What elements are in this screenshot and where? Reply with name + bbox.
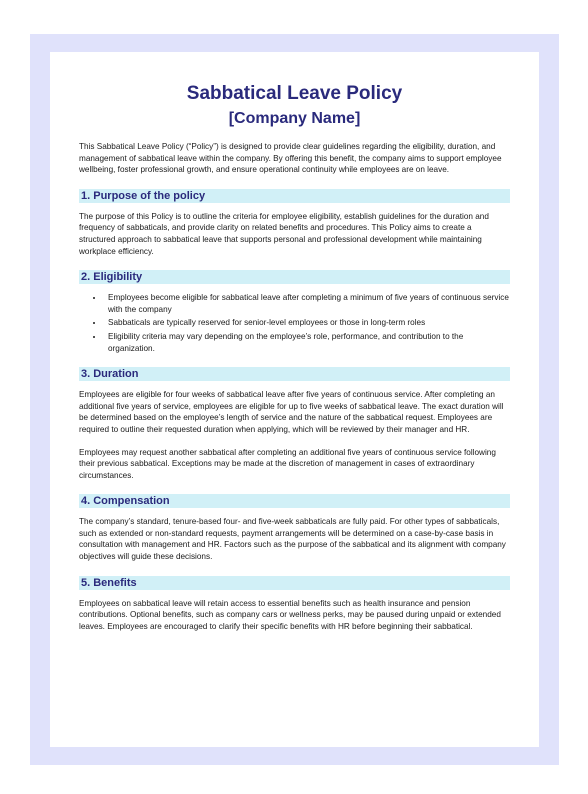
section-eligibility — [79, 270, 510, 354]
section-purpose — [79, 189, 510, 257]
section-compensation — [79, 494, 510, 562]
list-item: • Employees become eligible for sabbatical leave after completing a minimum of five years of continuous service with the company — [104, 292, 510, 315]
section-title: 4. Compensation — [79, 494, 510, 508]
section-paragraph: Employees may request another sabbatical after completing an additional five years of continuous service following their previous sabbatical. Exceptions may be made at the discretion of management in cases of extraordinary circumstances. — [79, 447, 496, 480]
document-title: Sabbatical Leave Policy — [186, 83, 403, 104]
company-name: [Company Name] — [228, 110, 361, 127]
section-title: 2. Eligibility — [79, 270, 510, 284]
section-paragraph: Employees are eligible for four weeks of sabbatical leave after five years of continuous service. After completing an additional five years of service, employees are eligible for up to five weeks of sabbatical leave. The exact duration will be determined based on the employee’s length of service and the nature of the sabbatical request. Employees are required to outline their requested duration when applying, which will be reviewed by their manager and HR. — [79, 390, 504, 434]
list-item: • Eligibility criteria may vary depending on the employee’s role, performance, and contribution to the organization. — [104, 331, 510, 354]
section-paragraph: The company’s standard, tenure-based four- and five-week sabbaticals are fully paid. For other types of sabbaticals, such as extended or non-standard requests, payment arrangements will be determined on a case-by-case basis in consultation with management and HR. Factors such as the purpose of the sabbatical and its alignment with company objectives will guide these decisions. — [79, 517, 506, 562]
section-title: 1. Purpose of the policy — [79, 189, 510, 203]
section-duration — [79, 367, 510, 481]
eligibility-list — [79, 292, 510, 354]
section-benefits — [79, 576, 510, 633]
section-title: 3. Duration — [79, 367, 510, 381]
section-paragraph: Employees on sabbatical leave will retain access to essential benefits such as health insurance and pension contributions. Optional benefits, such as company cars or wellness perks, may be paused during unpaid or extended leaves. Employees are encouraged to clarify their specific benefits with HR before beginning their sabbatical. — [79, 598, 501, 631]
list-item: • Sabbaticals are typically reserved for senior-level employees or those in long-term roles — [104, 317, 510, 329]
section-title: 5. Benefits — [79, 576, 510, 590]
section-paragraph: The purpose of this Policy is to outline the criteria for employee eligibility, establish guidelines for the duration and frequency of sabbaticals, and provide clarity on related benefits and procedures. This Policy aims to create a structured approach to sabbatical leave that supports personal and professional development while maintaining workplace efficiency. — [79, 211, 489, 256]
intro-paragraph: This Sabbatical Leave Policy (“Policy”) is designed to provide clear guidelines regarding the eligibility, duration, and management of sabbatical leave within the company. By offering this benefit, the company aims to support employee wellbeing, foster professional growth, and ensure operational continuity while employees are on leave. — [79, 142, 502, 175]
document-page — [50, 52, 539, 747]
